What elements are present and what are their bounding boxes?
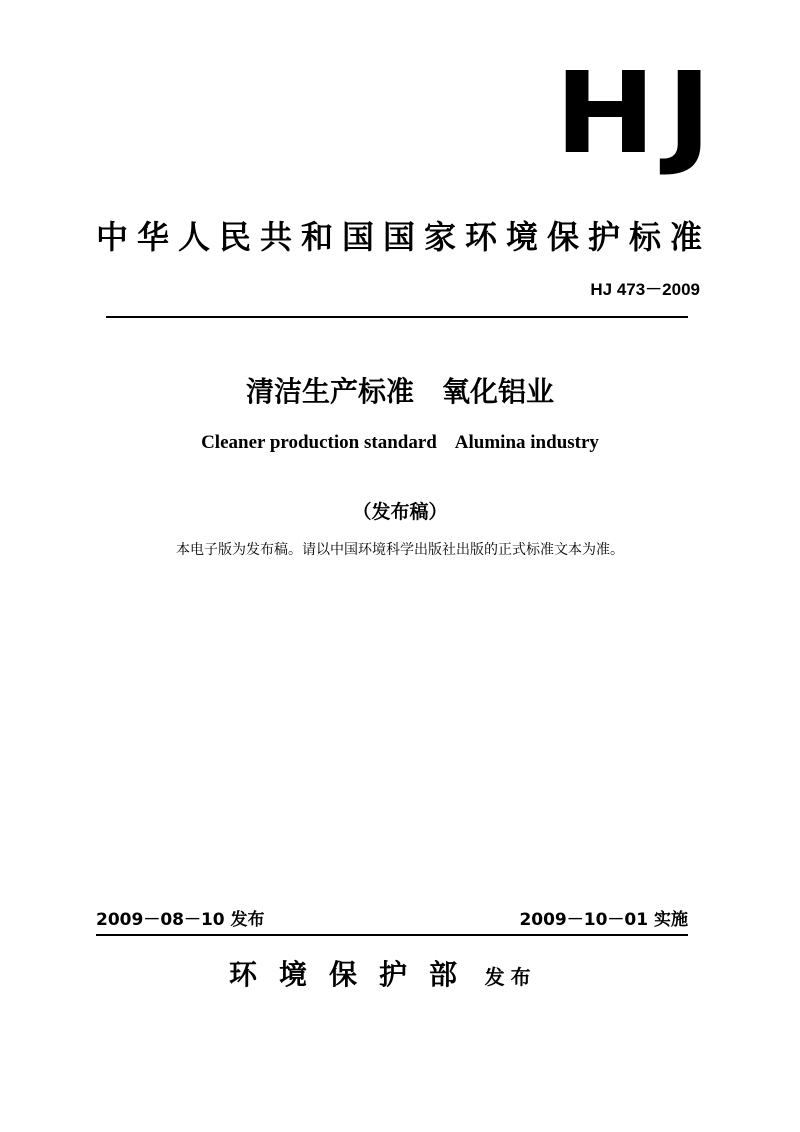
issuer xyxy=(229,953,537,993)
document-title-en: Cleaner production standard Alumina industry xyxy=(201,432,599,453)
bottom-divider xyxy=(96,934,688,936)
notice-text: 本电子版为发布稿。请以中国环境科学出版社出版的正式标准文本为准。 xyxy=(176,542,624,558)
effective-date: 2009－10－01 实施 xyxy=(519,910,688,930)
draft-label: （发布稿） xyxy=(352,501,448,523)
release-date: 2009－08－10 发布 xyxy=(96,910,265,930)
standard-number: HJ 473－2009 xyxy=(590,280,700,299)
page-title: 中华人民共和国国家环境保护标准 xyxy=(96,218,712,256)
top-divider xyxy=(106,316,688,318)
issuer-action: 发布 xyxy=(484,965,537,989)
issuer-organization: 环境保护部 xyxy=(229,958,480,991)
hj-logo: HJ xyxy=(554,49,722,179)
document-title-cn: 清洁生产标准 氧化铝业 xyxy=(245,375,554,408)
